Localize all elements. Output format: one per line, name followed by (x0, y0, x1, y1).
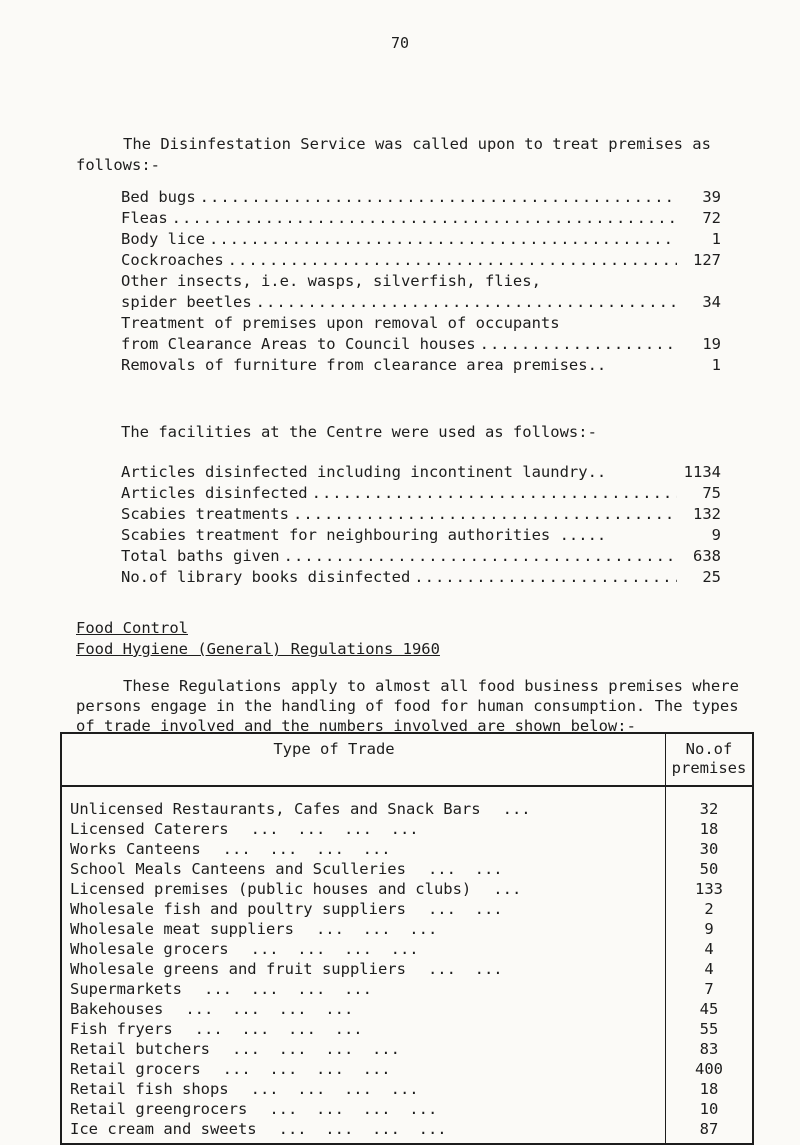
col-header-type: Type of Trade (61, 733, 666, 786)
trade-leader-dots: ... ... ... ... (194, 1020, 363, 1038)
table-row (61, 859, 753, 879)
item-value: 19 (702, 335, 721, 353)
list-item (121, 188, 721, 209)
disinfestation-list (121, 188, 721, 377)
table-row (61, 819, 753, 839)
trade-leader-dots: ... ... ... ... (222, 840, 391, 858)
item-value: 75 (702, 484, 721, 502)
trade-cell (61, 1079, 666, 1099)
list-item (121, 293, 721, 314)
trade-leader-dots: ... ... ... ... (250, 1080, 419, 1098)
list-item (121, 463, 721, 484)
premises-count: 18 (666, 819, 754, 839)
item-label: Body lice (121, 230, 205, 248)
premises-count: 18 (666, 1079, 754, 1099)
trade-leader-dots: ... ... (427, 860, 503, 878)
trade-leader-dots: ... ... ... ... (203, 980, 372, 998)
trade-cell (61, 839, 666, 859)
table-row (61, 1019, 753, 1039)
col-header-count-line2: premises (671, 759, 747, 777)
item-label: Scabies treatments (121, 505, 289, 523)
list-item (121, 230, 721, 251)
item-value: 25 (702, 568, 721, 586)
premises-count: 50 (666, 859, 754, 879)
trade-name: Licensed premises (public houses and clubs) (70, 880, 472, 898)
trade-name: Retail fish shops (70, 1080, 229, 1098)
trade-name: Wholesale grocers (70, 940, 229, 958)
table-row (61, 1099, 753, 1119)
trade-name: Works Canteens (70, 840, 201, 858)
trade-cell (61, 1119, 666, 1144)
premises-count: 4 (666, 959, 754, 979)
trade-leader-dots: ... ... ... ... (250, 940, 419, 958)
item-label: Removals of furniture from clearance area premises.. (121, 356, 607, 374)
table-header-row (61, 733, 753, 786)
item-label: Bed bugs (121, 188, 196, 206)
item-value: 34 (702, 293, 721, 311)
trade-leader-dots: ... ... (427, 960, 503, 978)
premises-count: 4 (666, 939, 754, 959)
item-value: 132 (693, 505, 721, 523)
list-item (121, 526, 721, 547)
item-label: Articles disinfected including incontinent laundry.. (121, 463, 607, 481)
table-row (61, 839, 753, 859)
premises-count: 45 (666, 999, 754, 1019)
trade-cell (61, 1099, 666, 1119)
intro-paragraph: The Disinfestation Service was called upon to treat premises as follows:- (76, 135, 711, 174)
item-label: Articles disinfected (121, 484, 308, 502)
trade-cell (61, 786, 666, 819)
regulations-paragraph: These Regulations apply to almost all food business premises where persons engage in the handling of food for human consumption. The types of trade involved and the numbers involved are shown below:- (76, 677, 739, 735)
trade-leader-dots: ... ... ... ... (185, 1000, 354, 1018)
food-hygiene-heading: Food Hygiene (General) Regulations 1960 (76, 640, 440, 658)
food-control-heading: Food Control (76, 619, 188, 637)
table-row (61, 919, 753, 939)
item-label: Cockroaches (121, 251, 224, 269)
item-label: Treatment of premises upon removal of occupants (121, 314, 560, 332)
list-item (121, 209, 721, 230)
trade-name: Bakehouses (70, 1000, 164, 1018)
trade-premises-table (60, 732, 754, 1145)
item-label: spider beetles (121, 293, 252, 311)
trade-leader-dots: ... (502, 800, 531, 818)
list-item (121, 484, 721, 505)
trade-leader-dots: ... (493, 880, 522, 898)
list-item (121, 568, 721, 589)
trade-cell (61, 819, 666, 839)
item-label: Total baths given (121, 547, 280, 565)
item-value: 9 (711, 526, 721, 544)
list-item (121, 356, 721, 377)
item-label: from Clearance Areas to Council houses (121, 335, 476, 353)
trade-leader-dots: ... ... (427, 900, 503, 918)
premises-count: 10 (666, 1099, 754, 1119)
trade-cell (61, 1059, 666, 1079)
table-row (61, 1039, 753, 1059)
premises-count: 400 (666, 1059, 754, 1079)
trade-name: Retail butchers (70, 1040, 210, 1058)
item-value: 1 (711, 230, 721, 248)
trade-name: Unlicensed Restaurants, Cafes and Snack Bars (70, 800, 481, 818)
trade-cell (61, 979, 666, 999)
item-value: 1134 (683, 463, 721, 481)
list-item (121, 547, 721, 568)
trade-leader-dots: ... ... ... ... (269, 1100, 438, 1118)
trade-name: Retail grocers (70, 1060, 201, 1078)
centre-heading: The facilities at the Centre were used as follows:- (121, 423, 597, 441)
premises-count: 32 (666, 786, 754, 819)
premises-count: 87 (666, 1119, 754, 1144)
item-value: 39 (702, 188, 721, 206)
trade-leader-dots: ... ... ... ... (250, 820, 419, 838)
trade-cell (61, 1039, 666, 1059)
trade-cell (61, 999, 666, 1019)
trade-cell (61, 1019, 666, 1039)
trade-name: Wholesale fish and poultry suppliers (70, 900, 406, 918)
table-row (61, 959, 753, 979)
trade-name: Fish fryers (70, 1020, 173, 1038)
col-header-count-line1: No.of (685, 740, 733, 758)
list-item (121, 272, 721, 293)
item-value: 638 (693, 547, 721, 565)
trade-leader-dots: ... ... ... ... (222, 1060, 391, 1078)
table-row (61, 999, 753, 1019)
item-label: Fleas (121, 209, 168, 227)
trade-name: Wholesale meat suppliers (70, 920, 294, 938)
premises-count: 30 (666, 839, 754, 859)
premises-count: 55 (666, 1019, 754, 1039)
item-value: 1 (711, 356, 721, 374)
premises-count: 133 (666, 879, 754, 899)
trade-name: Supermarkets (70, 980, 182, 998)
table-row (61, 1059, 753, 1079)
item-label: Scabies treatment for neighbouring authorities ..... (121, 526, 607, 544)
premises-count: 7 (666, 979, 754, 999)
list-item (121, 335, 721, 356)
trade-leader-dots: ... ... ... ... (231, 1040, 400, 1058)
trade-cell (61, 879, 666, 899)
trade-name: Licensed Caterers (70, 820, 229, 838)
trade-cell (61, 919, 666, 939)
list-item (121, 505, 721, 526)
trade-cell (61, 899, 666, 919)
table-row (61, 939, 753, 959)
premises-count: 83 (666, 1039, 754, 1059)
trade-name: Wholesale greens and fruit suppliers (70, 960, 406, 978)
trade-cell (61, 939, 666, 959)
table-row (61, 899, 753, 919)
page-number: 70 (390, 34, 410, 52)
trade-cell (61, 959, 666, 979)
list-item (121, 251, 721, 272)
item-value: 127 (693, 251, 721, 269)
table-row (61, 1079, 753, 1099)
table-row (61, 1119, 753, 1144)
premises-count: 2 (666, 899, 754, 919)
trade-name: School Meals Canteens and Sculleries (70, 860, 406, 878)
table-row (61, 879, 753, 899)
col-header-count (666, 733, 754, 786)
item-value: 72 (702, 209, 721, 227)
trade-leader-dots: ... ... ... (315, 920, 438, 938)
list-item (121, 314, 721, 335)
premises-count: 9 (666, 919, 754, 939)
table-row (61, 786, 753, 819)
trade-leader-dots: ... ... ... ... (278, 1120, 447, 1138)
trade-name: Retail greengrocers (70, 1100, 248, 1118)
trade-name: Ice cream and sweets (70, 1120, 257, 1138)
item-label: Other insects, i.e. wasps, silverfish, flies, (121, 272, 541, 290)
item-label: No.of library books disinfected (121, 568, 411, 586)
table-row (61, 979, 753, 999)
trade-cell (61, 859, 666, 879)
centre-facilities-list (121, 463, 721, 589)
